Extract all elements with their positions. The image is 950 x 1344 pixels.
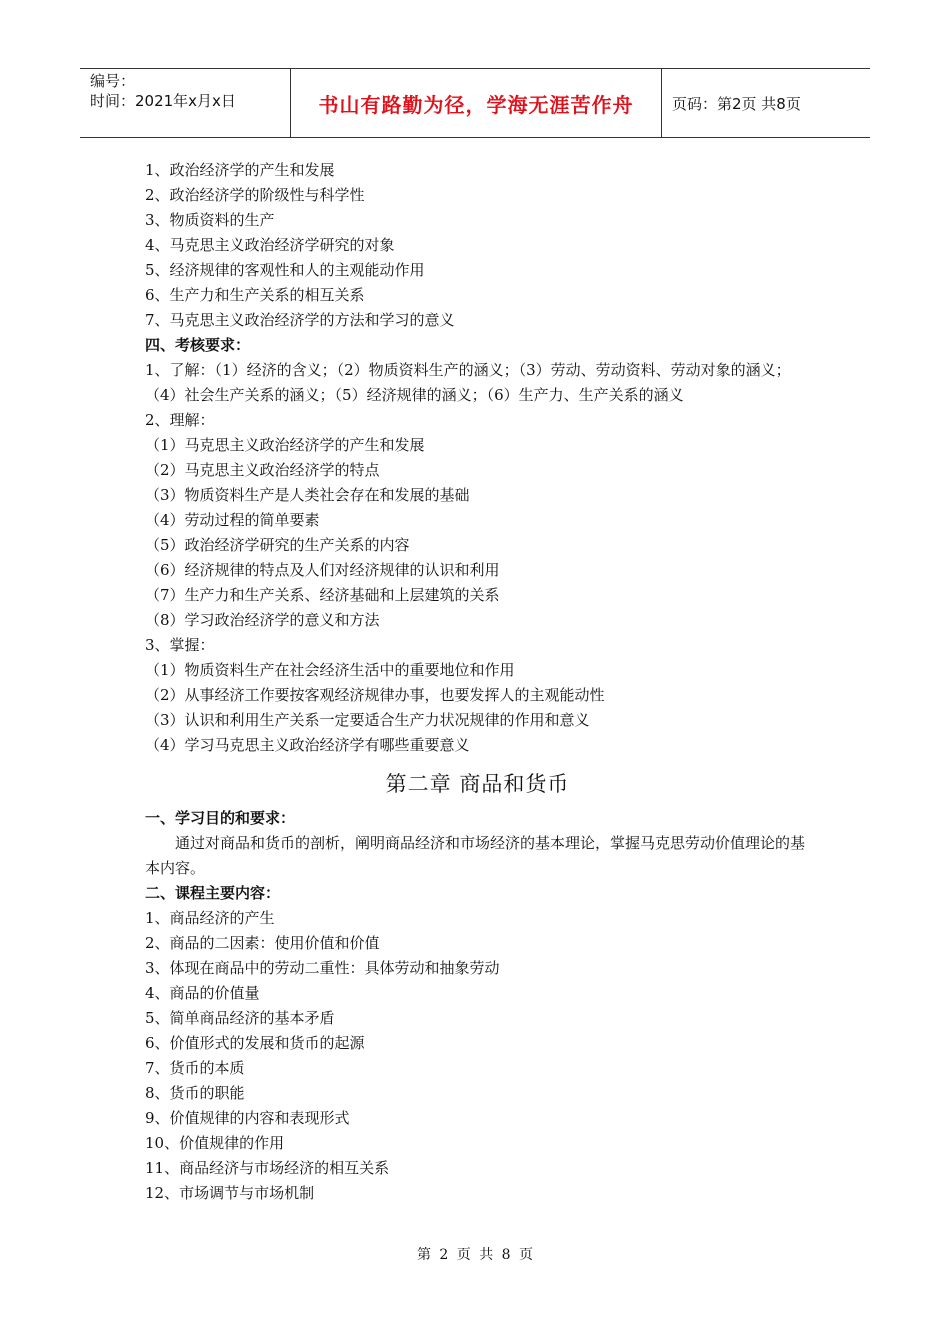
- document-body: [145, 158, 810, 1206]
- header-page-cell: [662, 69, 870, 137]
- list-item: 3、物质资料的生产: [145, 211, 275, 229]
- list-item: （7）生产力和生产关系、经济基础和上层建筑的关系: [145, 586, 500, 604]
- content-heading: 二、课程主要内容：: [145, 884, 281, 902]
- list-item: 1、商品经济的产生: [145, 909, 275, 927]
- assessment-heading: 四、考核要求：: [145, 336, 251, 354]
- list-item: （3）物质资料生产是人类社会存在和发展的基础: [145, 486, 470, 504]
- list-item: （2）马克思主义政治经济学的特点: [145, 461, 380, 479]
- chapter1-content-list: [145, 158, 810, 333]
- assessment-understand-text: 1、了解：（1）经济的含义；（2）物质资料生产的涵义；（3）劳动、劳动资料、劳动对象的涵义；（4）社会生产关系的涵义；（5）经济规律的涵义；（6）生产力、生产关系的涵义: [145, 361, 791, 404]
- list-item: （4）劳动过程的简单要素: [145, 511, 320, 529]
- list-item: 7、货币的本质: [145, 1059, 245, 1077]
- list-item: 4、商品的价值量: [145, 984, 260, 1002]
- assessment-master-label: 3、掌握：: [145, 636, 215, 654]
- list-item: （5）政治经济学研究的生产关系的内容: [145, 536, 410, 554]
- header-page-info: 页码：第2页 共8页: [672, 94, 801, 113]
- goal-paragraph: 通过对商品和货币的剖析，阐明商品经济和市场经济的基本理论，掌握马克思劳动价值理论的基本内容。: [145, 834, 806, 877]
- header-motto-cell: [290, 69, 662, 137]
- list-item: （2）从事经济工作要按客观经济规律办事，也要发挥人的主观能动性: [145, 686, 605, 704]
- list-item: 2、商品的二因素：使用价值和价值: [145, 934, 380, 952]
- list-item: 7、马克思主义政治经济学的方法和学习的意义: [145, 311, 455, 329]
- list-item: 1、政治经济学的产生和发展: [145, 161, 335, 179]
- assessment-comprehend-label: 2、理解：: [145, 411, 215, 429]
- comprehend-list: [145, 433, 810, 633]
- list-item: 3、体现在商品中的劳动二重性：具体劳动和抽象劳动: [145, 959, 500, 977]
- list-item: 2、政治经济学的阶级性与科学性: [145, 186, 365, 204]
- master-list: [145, 658, 810, 758]
- list-item: 4、马克思主义政治经济学研究的对象: [145, 236, 395, 254]
- document-header: [80, 68, 870, 138]
- list-item: 11、商品经济与市场经济的相互关系: [145, 1159, 390, 1177]
- list-item: （4）学习马克思主义政治经济学有哪些重要意义: [145, 736, 470, 754]
- header-motto: 书山有路勤为径，学海无涯苦作舟: [318, 92, 634, 117]
- list-item: 12、市场调节与市场机制: [145, 1184, 315, 1202]
- list-item: 8、货币的职能: [145, 1084, 245, 1102]
- list-item: （1）马克思主义政治经济学的产生和发展: [145, 436, 425, 454]
- goal-heading: 一、学习目的和要求：: [145, 809, 296, 827]
- list-item: （1）物质资料生产在社会经济生活中的重要地位和作用: [145, 661, 515, 679]
- list-item: 5、经济规律的客观性和人的主观能动作用: [145, 261, 425, 279]
- list-item: 5、简单商品经济的基本矛盾: [145, 1009, 335, 1027]
- list-item: （8）学习政治经济学的意义和方法: [145, 611, 380, 629]
- page-footer: 第 2 页 共 8 页: [416, 1247, 534, 1263]
- document-number-label: 编号：: [90, 72, 136, 90]
- list-item: 10、价值规律的作用: [145, 1134, 285, 1152]
- list-item: 6、价值形式的发展和货币的起源: [145, 1034, 365, 1052]
- list-item: （3）认识和利用生产关系一定要适合生产力状况规律的作用和意义: [145, 711, 590, 729]
- list-item: 9、价值规律的内容和表现形式: [145, 1109, 350, 1127]
- document-date-label: 时间：2021年x月x日: [90, 92, 236, 110]
- header-meta: [80, 69, 290, 137]
- chapter2-content-list: [145, 906, 810, 1206]
- list-item: 6、生产力和生产关系的相互关系: [145, 286, 365, 304]
- chapter-title: 第二章 商品和货币: [385, 772, 570, 796]
- list-item: （6）经济规律的特点及人们对经济规律的认识和利用: [145, 561, 500, 579]
